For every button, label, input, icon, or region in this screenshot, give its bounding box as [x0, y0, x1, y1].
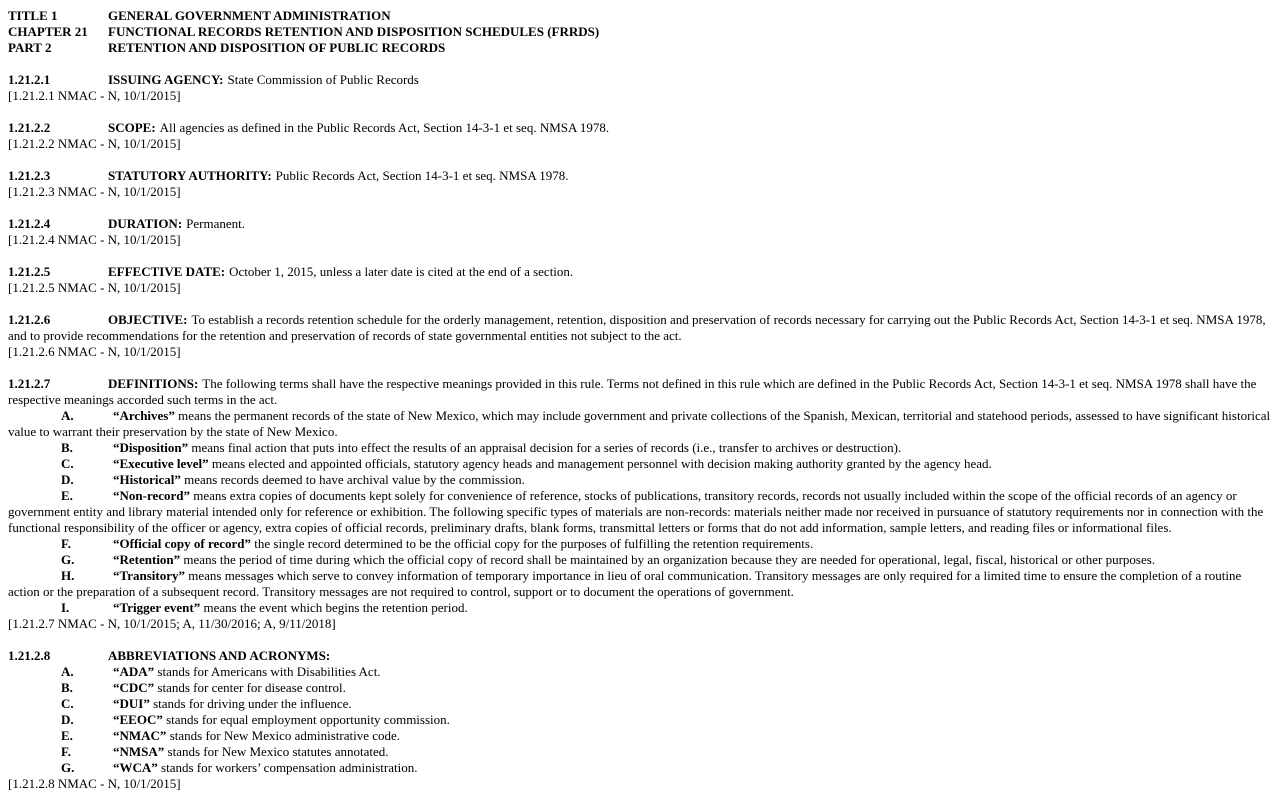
title-value: GENERAL GOVERNMENT ADMINISTRATION — [108, 8, 391, 23]
section-effective-date — [8, 264, 1272, 296]
definition-item — [8, 600, 1272, 616]
abbreviation-item — [8, 728, 1272, 744]
part-label: PART 2 — [8, 40, 52, 55]
section-number: 1.21.2.6 — [8, 312, 51, 327]
section-text: October 1, 2015, unless a later date is cited at the end of a section. — [229, 264, 574, 279]
item-text: means the permanent records of the state of New Mexico, which may include government and private collections of the Spanish, Mexican, territorial and statehood periods, assessed to have significant historical value to warrant their preservation by the state of New Mexico. — [8, 408, 1271, 439]
item-term: “Transitory” — [113, 568, 185, 583]
item-term: “Non-record” — [113, 488, 191, 503]
item-text: stands for center for disease control. — [154, 680, 346, 695]
section-body — [8, 216, 1272, 232]
section-title: ABBREVIATIONS AND ACRONYMS: — [108, 648, 331, 663]
spacer — [8, 296, 1272, 312]
definition-item — [8, 456, 1272, 472]
spacer — [8, 56, 1272, 72]
section-body — [8, 72, 1272, 88]
item-text: means the event which begins the retention period. — [200, 600, 468, 615]
section-number: 1.21.2.1 — [8, 72, 51, 87]
abbreviation-item — [8, 680, 1272, 696]
item-letter: D. — [61, 712, 74, 727]
definition-item — [8, 488, 1272, 536]
section-statutory-authority — [8, 168, 1272, 200]
item-term: “Trigger event” — [113, 600, 201, 615]
item-text: means final action that puts into effect the results of an appraisal decision for a series of records (i.e., transfer to archives or destruction). — [188, 440, 902, 455]
document-header — [8, 8, 1272, 56]
section-body — [8, 264, 1272, 280]
section-body — [8, 168, 1272, 184]
section-scope — [8, 120, 1272, 152]
spacer — [8, 248, 1272, 264]
section-body — [8, 648, 1272, 664]
definition-item — [8, 408, 1272, 440]
section-title: DURATION: — [108, 216, 183, 231]
section-history: [1.21.2.5 NMAC - N, 10/1/2015] — [8, 280, 181, 295]
item-text: stands for Americans with Disabilities Act. — [154, 664, 381, 679]
item-text: means messages which serve to convey information of temporary importance in lieu of oral communication. Transitory messages are only required for a limited time to ensure the completion of a routine action or the preparation of a subsequent record. Transitory messages are not required to control, support or to document the operations of government. — [8, 568, 1242, 599]
section-definitions — [8, 376, 1272, 632]
item-text: means extra copies of documents kept solely for convenience of reference, stocks of publications, transitory records, records not usually included within the scope of the official records of an agency or government entity and library material intended only for reference or exhibition. The following specific types of materials are non-records: materials neither made nor received in pursuance of statutory requirements nor in connection with the functional responsibility of the officer or agency, extra copies of official records, preliminary drafts, blank forms, transmittal letters or forms that do not add information, sample letters, and reading files or informational files. — [8, 488, 1264, 535]
part-value: RETENTION AND DISPOSITION OF PUBLIC RECORDS — [108, 40, 446, 55]
abbreviation-item — [8, 744, 1272, 760]
item-letter: G. — [61, 760, 75, 775]
item-letter: F. — [61, 536, 71, 551]
section-issuing-agency — [8, 72, 1272, 104]
item-text: stands for equal employment opportunity commission. — [162, 712, 450, 727]
section-history: [1.21.2.7 NMAC - N, 10/1/2015; A, 11/30/2016; A, 9/11/2018] — [8, 616, 336, 631]
item-term: “EEOC” — [113, 712, 163, 727]
item-text: stands for workers’ compensation administration. — [157, 760, 418, 775]
section-title: SCOPE: — [108, 120, 156, 135]
section-title: STATUTORY AUTHORITY: — [108, 168, 272, 183]
section-title: ISSUING AGENCY: — [108, 72, 224, 87]
section-title: DEFINITIONS: — [108, 376, 199, 391]
chapter-value: FUNCTIONAL RECORDS RETENTION AND DISPOSITION SCHEDULES (FRRDS) — [108, 24, 600, 39]
item-letter: C. — [61, 696, 74, 711]
item-term: “Disposition” — [113, 440, 189, 455]
item-text: stands for New Mexico statutes annotated. — [164, 744, 389, 759]
definition-item — [8, 536, 1272, 552]
spacer — [8, 152, 1272, 168]
spacer — [8, 104, 1272, 120]
item-letter: C. — [61, 456, 74, 471]
item-letter: A. — [61, 664, 74, 679]
item-term: “WCA” — [113, 760, 158, 775]
section-history: [1.21.2.1 NMAC - N, 10/1/2015] — [8, 88, 181, 103]
item-text: means elected and appointed officials, statutory agency heads and management personnel with decision making authority granted by the agency head. — [208, 456, 992, 471]
section-body — [8, 312, 1272, 344]
item-term: “Executive level” — [113, 456, 209, 471]
section-body — [8, 376, 1272, 408]
abbreviation-item — [8, 696, 1272, 712]
section-duration — [8, 216, 1272, 248]
section-number: 1.21.2.5 — [8, 264, 51, 279]
item-term: “Archives” — [113, 408, 175, 423]
item-text: stands for driving under the influence. — [149, 696, 352, 711]
definition-item — [8, 440, 1272, 456]
section-number: 1.21.2.4 — [8, 216, 51, 231]
spacer — [8, 360, 1272, 376]
item-term: “ADA” — [113, 664, 155, 679]
section-objective — [8, 312, 1272, 360]
item-term: “Historical” — [113, 472, 181, 487]
section-text: The following terms shall have the respective meanings provided in this rule. Terms not defined in this rule which are defined in the Public Records Act, Section 14-3-1 et seq. NMSA 1978 shall have the respective meanings accorded such terms in the act. — [8, 376, 1257, 407]
item-term: “Retention” — [113, 552, 181, 567]
section-history: [1.21.2.2 NMAC - N, 10/1/2015] — [8, 136, 181, 151]
section-number: 1.21.2.3 — [8, 168, 51, 183]
section-body — [8, 120, 1272, 136]
section-title: EFFECTIVE DATE: — [108, 264, 226, 279]
spacer — [8, 200, 1272, 216]
abbreviation-item — [8, 760, 1272, 776]
section-title: OBJECTIVE: — [108, 312, 188, 327]
section-number: 1.21.2.2 — [8, 120, 51, 135]
item-text: means the period of time during which the official copy of record shall be maintained by an organization because they are needed for operational, legal, fiscal, historical or other purposes. — [180, 552, 1156, 567]
section-abbreviations — [8, 648, 1272, 792]
item-letter: E. — [61, 728, 73, 743]
item-letter: A. — [61, 408, 74, 423]
item-term: “Official copy of record” — [113, 536, 252, 551]
section-text: To establish a records retention schedule for the orderly management, retention, disposition and preservation of records necessary for carrying out the Public Records Act, Section 14-3-1 et seq. NMSA 1978, and to provide recommendations for the retention and preservation of records of state governmental entities not subject to the act. — [8, 312, 1266, 343]
item-term: “NMSA” — [113, 744, 165, 759]
item-letter: B. — [61, 440, 73, 455]
abbreviation-item — [8, 664, 1272, 680]
section-text: State Commission of Public Records — [227, 72, 419, 87]
definition-item — [8, 568, 1272, 600]
section-history: [1.21.2.6 NMAC - N, 10/1/2015] — [8, 344, 181, 359]
item-letter: E. — [61, 488, 73, 503]
item-letter: H. — [61, 568, 75, 583]
item-term: “CDC” — [113, 680, 155, 695]
item-letter: D. — [61, 472, 74, 487]
spacer — [8, 632, 1272, 648]
section-number: 1.21.2.8 — [8, 648, 51, 663]
item-text: stands for New Mexico administrative code. — [166, 728, 401, 743]
item-letter: I. — [61, 600, 70, 615]
item-letter: B. — [61, 680, 73, 695]
section-number: 1.21.2.7 — [8, 376, 51, 391]
section-text: Permanent. — [186, 216, 245, 231]
item-term: “NMAC” — [113, 728, 167, 743]
section-history: [1.21.2.4 NMAC - N, 10/1/2015] — [8, 232, 181, 247]
section-history: [1.21.2.8 NMAC - N, 10/1/2015] — [8, 776, 181, 791]
section-history: [1.21.2.3 NMAC - N, 10/1/2015] — [8, 184, 181, 199]
chapter-label: CHAPTER 21 — [8, 24, 88, 39]
title-label: TITLE 1 — [8, 8, 58, 23]
item-letter: G. — [61, 552, 75, 567]
definition-item — [8, 472, 1272, 488]
item-text: means records deemed to have archival value by the commission. — [180, 472, 525, 487]
item-letter: F. — [61, 744, 71, 759]
section-text: Public Records Act, Section 14-3-1 et seq. NMSA 1978. — [275, 168, 569, 183]
definition-item — [8, 552, 1272, 568]
section-text: All agencies as defined in the Public Records Act, Section 14-3-1 et seq. NMSA 1978. — [159, 120, 610, 135]
item-term: “DUI” — [113, 696, 150, 711]
item-text: the single record determined to be the official copy for the purposes of fulfilling the retention requirements. — [251, 536, 814, 551]
title-line — [8, 8, 1272, 24]
chapter-line — [8, 24, 1272, 40]
part-line — [8, 40, 1272, 56]
abbreviation-item — [8, 712, 1272, 728]
